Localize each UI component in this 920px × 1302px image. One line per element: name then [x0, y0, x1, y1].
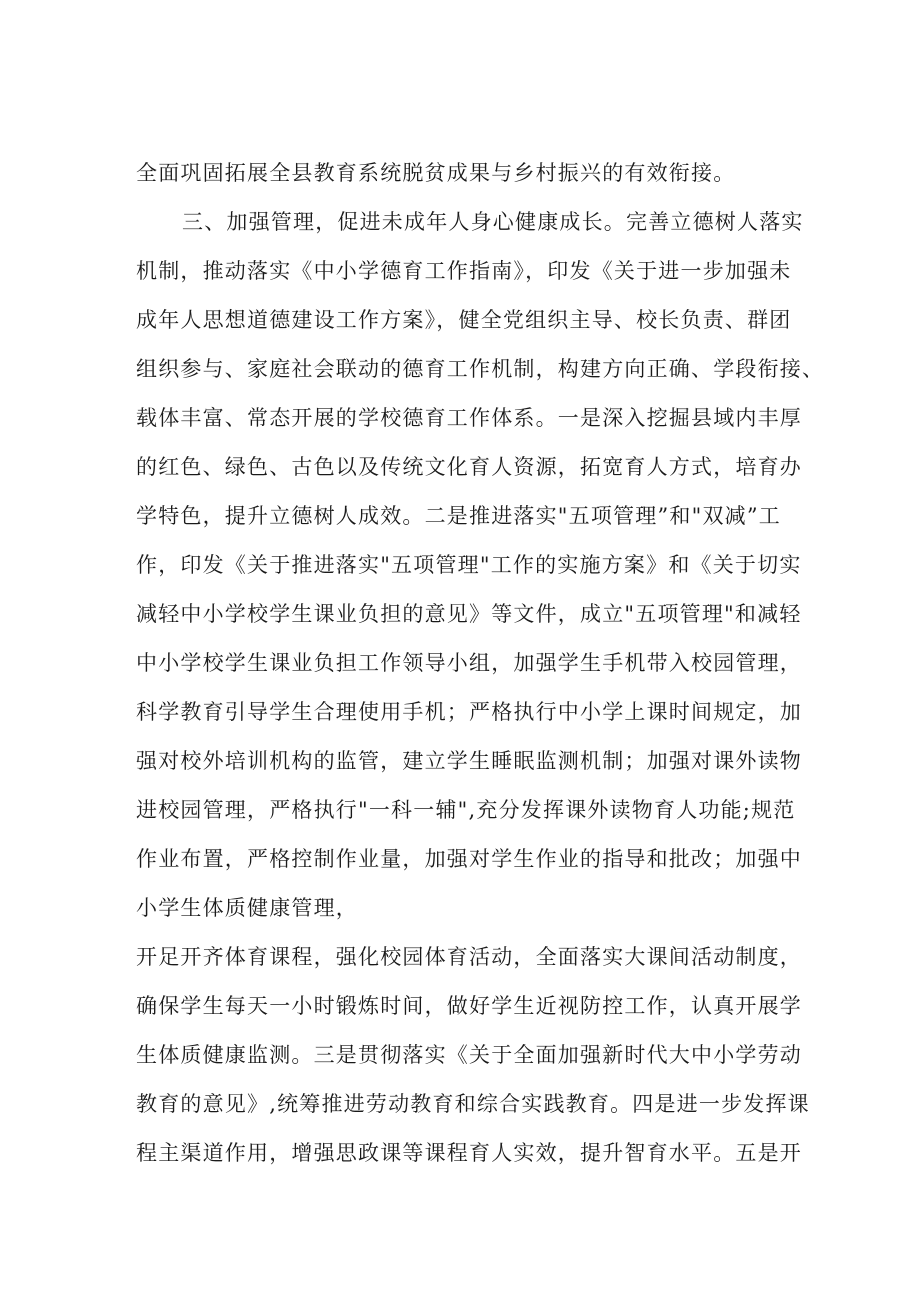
text-line-16: 小学生体质健康管理， [136, 896, 358, 920]
text-line-10: 减轻中小学校学生课业负担的意见》等文件，成立"五项管理"和减轻 [136, 602, 802, 626]
text-line-8: 学特色，提升立德树人成效。二是推进落实"五项管理”和"双减”工 [136, 504, 781, 528]
text-line-20: 教育的意见》,统筹推进劳动教育和综合实践教育。四是进一步发挥课 [136, 1092, 810, 1116]
text-line-7: 的红色、绿色、古色以及传统文化育人资源，拓宽育人方式，培育办 [136, 455, 802, 479]
text-line-19: 生体质健康监测。三是贯彻落实《关于全面加强新时代大中小学劳动 [136, 1043, 802, 1067]
text-line-9: 作，印发《关于推进落实"五项管理"工作的实施方案》和《关于切实 [136, 553, 802, 577]
text-line-15: 作业布置，严格控制作业量，加强对学生作业的指导和批改；加强中 [136, 847, 802, 871]
text-line-2: 三、加强管理，促进未成年人身心健康成长。完善立德树人落实 [182, 210, 804, 234]
text-line-12: 科学教育引导学生合理使用手机；严格执行中小学上课时间规定，加 [136, 700, 802, 724]
text-line-21: 程主渠道作用，增强思政课等课程育人实效，提升智育水平。五是开 [136, 1141, 802, 1165]
text-line-18: 确保学生每天一小时锻炼时间，做好学生近视防控工作，认真开展学 [136, 994, 802, 1018]
text-line-14: 进校园管理，严格执行"一科一辅",充分发挥课外读物育人功能;规范 [136, 798, 796, 822]
text-line-1: 全面巩固拓展全县教育系统脱贫成果与乡村振兴的有效衔接。 [136, 161, 736, 185]
text-line-17: 开足开齐体育课程，强化校园体育活动，全面落实大课间活动制度， [136, 945, 802, 969]
text-line-4: 成年人思想道德建设工作方案》，健全党组织主导、校长负责、群团 [136, 308, 792, 332]
text-line-6: 载体丰富、常态开展的学校德育工作体系。一是深入挖掘县域内丰厚 [136, 406, 802, 430]
text-line-11: 中小学校学生课业负担工作领导小组，加强学生手机带入校园管理， [136, 651, 802, 675]
text-line-5: 组织参与、家庭社会联动的德育工作机制，构建方向正确、学段衔接、 [136, 357, 825, 381]
text-line-3: 机制，推动落实《中小学德育工作指南》，印发《关于进一步加强未 [136, 259, 792, 283]
text-line-13: 强对校外培训机构的监管，建立学生睡眠监测机制；加强对课外读物 [136, 749, 802, 773]
